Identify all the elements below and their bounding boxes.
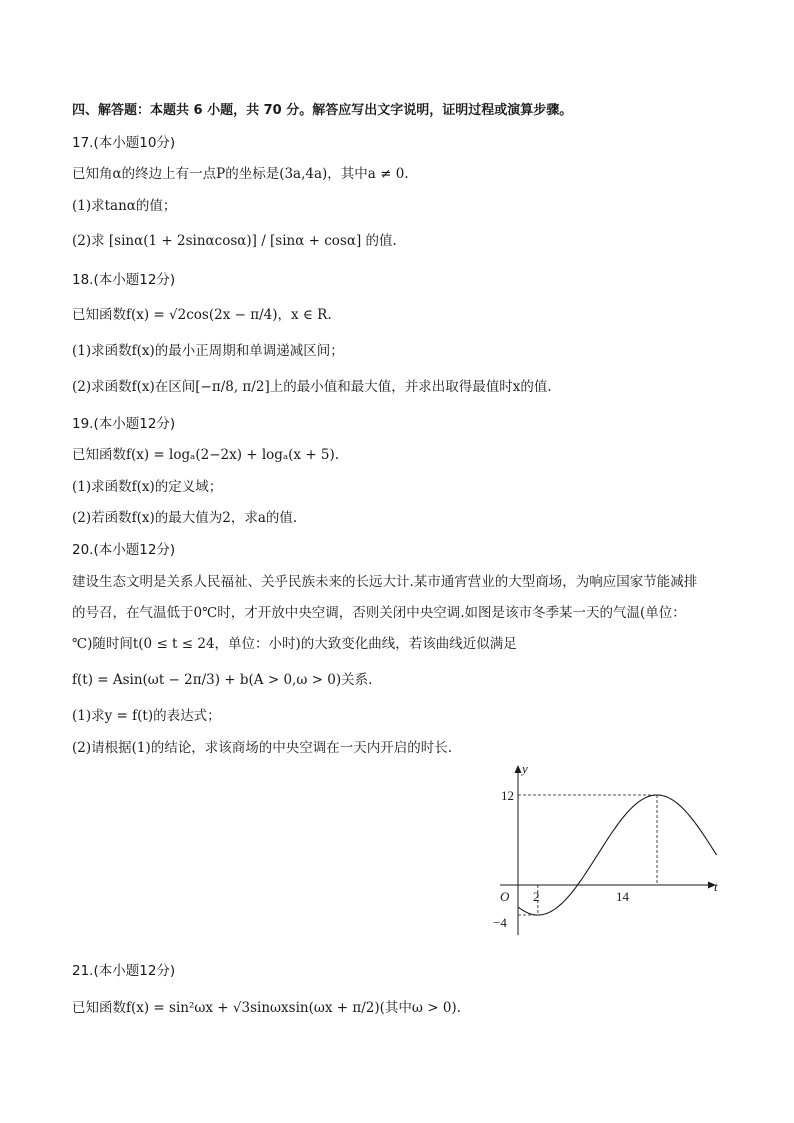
problem-20-line-4: f(t) = Asin(ωt − 2π/3) + b(A > 0,ω > 0)关系. xyxy=(72,672,373,688)
problem-20-line-5: (1)求y = f(t)的表达式； xyxy=(72,708,221,724)
problem-19-line-2: (1)求函数f(x)的定义域； xyxy=(72,479,223,495)
problem-18-header: 18.(本小题12分) xyxy=(72,272,176,288)
y-max-tick-label: 12 xyxy=(501,788,514,803)
problem-18-line-1: 已知函数f(x) = √2cos(2x − π/4)，x ∈ R. xyxy=(72,307,332,323)
graph-axes xyxy=(500,765,716,935)
problem-18-line-3: (2)求函数f(x)在区间[−π/8, π/2]上的最小值和最大值，并求出取得最值时x的值. xyxy=(72,379,552,395)
problem-19-line-1: 已知函数f(x) = logₐ(2−2x) + logₐ(x + 5). xyxy=(72,447,340,463)
problem-19-header: 19.(本小题12分) xyxy=(72,416,176,432)
t-max-tick-label: 14 xyxy=(616,889,629,904)
problem-20-header: 20.(本小题12分) xyxy=(72,542,176,558)
problem-17-header: 17.(本小题10分) xyxy=(72,135,176,151)
problem-21-header: 21.(本小题12分) xyxy=(72,963,176,979)
temperature-curve-graph xyxy=(486,757,726,937)
x-axis-label: t xyxy=(714,879,718,894)
problem-19-line-3: (2)若函数f(x)的最大值为2，求a的值. xyxy=(72,510,298,526)
section-heading: 四、解答题：本题共 6 小题，共 70 分。解答应写出文字说明，证明过程或演算步骤。 xyxy=(72,103,573,118)
problem-18-line-2: (1)求函数f(x)的最小正周期和单调递减区间； xyxy=(72,343,344,359)
problem-20-line-3: ℃)随时间t(0 ≤ t ≤ 24，单位：小时)的大致变化曲线，若该曲线近似满足 xyxy=(72,636,517,652)
origin-label: O xyxy=(500,889,510,904)
problem-17-line-3: (2)求 [sinα(1 + 2sinαcosα)] / [sinα + cosα] 的值. xyxy=(72,233,397,249)
problem-20-line-6: (2)请根据(1)的结论，求该商场的中央空调在一天内开启的时长. xyxy=(72,740,453,756)
problem-20-line-2: 的号召，在气温低于0℃时，才开放中央空调，否则关闭中央空调.如图是该市冬季某一天的气温(单位： xyxy=(72,605,686,621)
t-min-tick-label: 2 xyxy=(533,889,540,904)
problem-21-line-1: 已知函数f(x) = sin²ωx + √3sinωxsin(ωx + π/2)(其中ω > 0). xyxy=(72,1000,461,1016)
problem-20-line-1: 建设生态文明是关系人民福祉、关乎民族未来的长远大计.某市通宵营业的大型商场，为响应国家节能减排 xyxy=(72,574,698,590)
y-axis-arrow xyxy=(515,765,522,773)
problem-17-line-1: 已知角α的终边上有一点P的坐标是(3a,4a)，其中a ≠ 0. xyxy=(72,166,409,182)
problem-17-line-2: (1)求tanα的值； xyxy=(72,198,177,214)
y-min-tick-label: −4 xyxy=(493,915,507,930)
y-axis-label: y xyxy=(522,761,528,776)
